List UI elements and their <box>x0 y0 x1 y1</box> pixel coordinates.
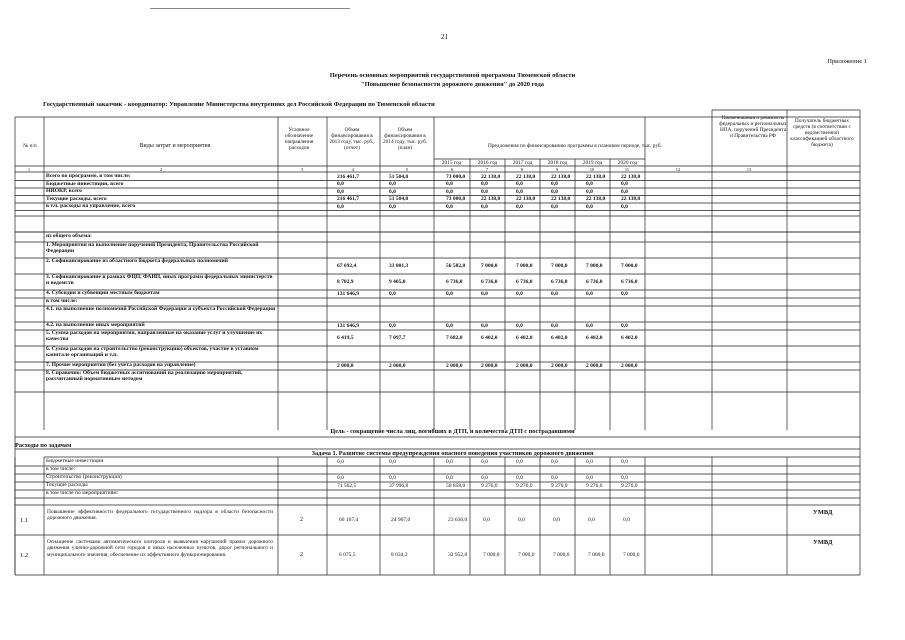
measure-number: 1.1 <box>20 517 29 524</box>
year-header: 2015 год <box>441 160 462 166</box>
measure-value: 7 000,0 <box>518 552 535 558</box>
row-value: 131 646,9 <box>337 290 359 297</box>
row-value: 9 276,0 <box>516 482 533 489</box>
row-value: 216 461,7 <box>337 173 359 180</box>
document-title-line1: Перечень основных мероприятий государственной программы Тюменской области <box>329 72 576 79</box>
measure-code: 2 <box>300 517 303 523</box>
year-header: 2018 год <box>547 160 568 166</box>
measure-text: Повышение эффективности федерального государственного надзора в области безопасности дорожного движения. <box>47 509 273 522</box>
goal-row: Цель - сокращение числа лиц, погибших в ДТП, и количества ДТП с пострадавшими <box>330 428 575 435</box>
row-value: 22 138,0 <box>621 196 641 202</box>
measure-value: 7 000,0 <box>623 552 640 558</box>
row-value: 71 562,5 <box>337 482 357 489</box>
row-value: 0,0 <box>481 203 488 210</box>
row-value: 2 000,0 <box>389 362 406 369</box>
row-value: 2 000,0 <box>586 362 603 369</box>
page-number: 21 <box>441 33 448 41</box>
row-value: 0,0 <box>516 290 523 297</box>
row-value: 22 138,0 <box>621 173 641 180</box>
row-value: 6 736,0 <box>621 279 638 285</box>
row-value: 7 000,0 <box>551 263 568 269</box>
row-value: 0,0 <box>481 188 488 195</box>
row-value: 0,0 <box>389 322 396 329</box>
row-value: 0,0 <box>516 322 523 329</box>
row-value: 6 402,0 <box>586 335 603 341</box>
row-value: 6 402,0 <box>621 335 638 341</box>
row-label: 2. Софинансирование из областного бюджета федеральных полномочий <box>46 258 228 264</box>
column-number: 4 <box>351 166 355 172</box>
row-value: 0,0 <box>551 188 558 195</box>
row-value: 0,0 <box>551 203 558 210</box>
row-value: 0,0 <box>446 181 453 187</box>
header-proposals: Предложения по финансированию программы в плановом периоде, тыс. руб. <box>488 143 662 149</box>
row-value: 22 138,0 <box>516 196 536 202</box>
measure-value: 0,0 <box>623 517 630 523</box>
row-label: Всего по программе, в том числе: <box>46 173 131 179</box>
row-value: 22 138,0 <box>516 173 536 180</box>
measure-value: 0,0 <box>588 517 595 523</box>
row-value: 56 582,0 <box>446 263 466 269</box>
row-value: 0,0 <box>446 188 453 195</box>
year-header: 2019 год <box>582 160 603 166</box>
measure-value: 32 952,0 <box>448 552 468 558</box>
row-value: 0,0 <box>586 474 593 481</box>
row-value: 0,0 <box>621 203 628 210</box>
row-value: 0,0 <box>621 188 628 195</box>
row-value: 67 692,4 <box>337 263 357 269</box>
row-label: в том числе: <box>46 298 78 304</box>
row-label: из общего объема: <box>46 233 92 239</box>
column-number: 11 <box>624 166 630 172</box>
column-number: 6 <box>450 166 454 172</box>
measure-value: 0,0 <box>553 517 560 523</box>
year-header: 2016 год <box>477 160 498 166</box>
row-value: 6 402,0 <box>551 335 568 341</box>
row-label: Бюджетные инвестиции <box>46 458 104 464</box>
row-label: в т.ч. расходы на управление, всего <box>46 203 136 209</box>
row-label: 4.1. на выполнение полномочий Российской Федерации и субъекта Российской Федерации <box>46 306 276 312</box>
row-value: 0,0 <box>551 290 558 297</box>
row-value: 73 000,0 <box>446 196 466 202</box>
row-value: 7 000,0 <box>516 263 533 269</box>
column-number: 2 <box>159 166 163 172</box>
measure-value: 6 075,5 <box>339 552 356 558</box>
row-value: 0,0 <box>337 458 344 465</box>
row-value: 0,0 <box>551 474 558 481</box>
row-value: 2 000,0 <box>516 362 533 369</box>
row-label: Текущие расходы <box>46 482 88 488</box>
row-value: 0,0 <box>621 290 628 297</box>
row-value: 6 736,0 <box>446 279 463 285</box>
measure-value: 7 000,0 <box>588 552 605 558</box>
row-value: 6 419,5 <box>337 335 354 341</box>
row-value: 73 000,0 <box>446 173 466 180</box>
row-value: 131 646,9 <box>337 322 359 329</box>
measure-value: 7 000,0 <box>483 552 500 558</box>
row-value: 0,0 <box>516 188 523 195</box>
measure-value: 7 000,0 <box>553 552 570 558</box>
row-value: 7 000,0 <box>586 263 603 269</box>
row-label: НИОКР, всего <box>46 188 82 194</box>
row-value: 22 138,0 <box>481 173 501 180</box>
row-value: 6 736,0 <box>586 279 603 285</box>
appendix-label: Приложение 1 <box>827 58 867 65</box>
row-value: 51 504,0 <box>389 196 409 202</box>
measure-text: Оснащение системами автоматического контроля и выявления нарушений правил дорожного движения улично-дорожной сети городов и иных населенных пунктов, дорог регионального и муниципального значения, обеспечение их эффективного функционирования. <box>47 539 273 558</box>
measure-value: 0,0 <box>518 517 525 523</box>
row-value: 0,0 <box>481 474 488 481</box>
row-value: 0,0 <box>481 322 488 329</box>
row-value: 6 402,0 <box>481 335 498 341</box>
column-number: 8 <box>520 166 524 172</box>
row-value: 0,0 <box>586 203 593 210</box>
column-number: 10 <box>589 166 595 172</box>
row-value: 0,0 <box>389 188 396 195</box>
row-value: 0,0 <box>389 290 396 297</box>
row-value: 0,0 <box>446 322 453 329</box>
row-label: Строительство (реконструкция) <box>46 474 122 480</box>
header-justification: Условное обозначение направления расходов <box>284 127 314 151</box>
row-value: 2 000,0 <box>446 362 463 369</box>
header-acts: Наименования и реквизиты федеральных и региональных НПА, поручений Президента и Правительства РФ <box>719 115 787 139</box>
row-value: 6 736,0 <box>516 279 533 285</box>
row-value: 0,0 <box>446 290 453 297</box>
row-value: 0,0 <box>586 322 593 329</box>
row-value: 2 000,0 <box>481 362 498 369</box>
row-value: 0,0 <box>621 322 628 329</box>
row-label: 4.2. на выполнение иных мероприятий <box>46 322 145 328</box>
row-value: 9 276,0 <box>621 482 638 489</box>
row-value: 0,0 <box>586 181 593 187</box>
row-value: 0,0 <box>481 458 488 465</box>
row-value: 6 402,0 <box>516 335 533 341</box>
row-value: 2 000,0 <box>337 362 354 369</box>
state-customer: Государственный заказчик - координатор: Управление Министерства внутренних дел Российской Федерации по Тюменской области <box>43 101 435 108</box>
row-value: 0,0 <box>481 181 488 187</box>
row-value: 0,0 <box>516 181 523 187</box>
row-value: 9 276,0 <box>551 482 568 489</box>
row-value: 0,0 <box>586 290 593 297</box>
row-value: 0,0 <box>389 458 396 465</box>
column-number: 9 <box>555 166 559 172</box>
row-value: 0,0 <box>551 181 558 187</box>
row-value: 7 000,0 <box>481 263 498 269</box>
row-value: 9 276,0 <box>481 482 498 489</box>
row-value: 0,0 <box>446 458 453 465</box>
row-label: 7. Прочие мероприятия (без учета расходов на управление) <box>46 362 196 368</box>
measure-value: 23 630,0 <box>448 517 468 523</box>
row-label: 4. Субсидии и субвенции местным бюджетам <box>46 290 160 296</box>
row-label: 3. Софинансирование в рамках ФЦП, ФАИП, иных программ федеральных министерств и ведомств <box>46 274 273 287</box>
measure-number: 1.2 <box>20 552 29 559</box>
year-header: 2017 год <box>512 160 533 166</box>
row-value: 0,0 <box>337 203 344 210</box>
row-value: 6 736,0 <box>481 279 498 285</box>
header-activities: Виды затрат и мероприятия <box>139 143 211 149</box>
row-value: 0,0 <box>621 181 628 187</box>
row-value: 0,0 <box>621 474 628 481</box>
column-number: 1 <box>27 166 31 172</box>
row-value: 7 097,7 <box>389 335 406 341</box>
row-value: 0,0 <box>586 188 593 195</box>
row-value: 0,0 <box>446 474 453 481</box>
row-value: 33 001,3 <box>389 263 409 269</box>
row-value: 22 138,0 <box>586 196 606 202</box>
row-value: 0,0 <box>516 458 523 465</box>
row-label: Текущие расходы, всего <box>46 195 107 202</box>
row-value: 0,0 <box>586 458 593 465</box>
header-recipient: Получатель бюджетных средств (в соответствии с ведомственной классификацией областного бюджета) <box>790 118 854 148</box>
column-number: 3 <box>300 166 304 172</box>
row-value: 8 702,9 <box>337 279 354 285</box>
row-value: 0,0 <box>337 474 344 481</box>
row-value: 0,0 <box>551 322 558 329</box>
column-number: 12 <box>675 166 681 172</box>
row-value: 22 138,0 <box>586 173 606 180</box>
row-value: 0,0 <box>551 458 558 465</box>
row-value: 2 000,0 <box>621 362 638 369</box>
row-value: 0,0 <box>389 181 396 187</box>
row-value: 22 138,0 <box>551 196 571 202</box>
row-value: 37 996,8 <box>389 482 409 489</box>
row-value: 0,0 <box>389 474 396 481</box>
measure-code: 2 <box>300 552 303 558</box>
row-value: 216 461,7 <box>337 196 359 202</box>
column-number: 5 <box>405 166 409 172</box>
row-value: 6 736,0 <box>551 279 568 285</box>
row-value: 9 276,0 <box>586 482 603 489</box>
task1-row: Задача 1. Развитие системы предупреждения опасного поведения участников дорожного движения <box>311 450 594 457</box>
row-value: 0,0 <box>337 181 344 187</box>
header-number: № п/п <box>23 143 37 149</box>
measure-value: 8 034,3 <box>391 552 408 558</box>
row-value: 7 000,0 <box>621 263 638 269</box>
row-value: 51 504,0 <box>389 173 409 180</box>
measure-value: 0,0 <box>483 517 490 523</box>
row-value: 0,0 <box>516 474 523 481</box>
row-value: 2 000,0 <box>551 362 568 369</box>
row-value: 0,0 <box>621 458 628 465</box>
row-label: в том числе: <box>46 466 76 472</box>
row-label: в том числе по мероприятиям: <box>46 490 119 496</box>
row-value: 22 138,0 <box>551 173 571 180</box>
column-number: 13 <box>746 166 752 172</box>
row-label: 8. Справочно: Объем бюджетных ассигнований на реализацию мероприятий, рассчитанный нормативным методом <box>46 370 243 383</box>
row-value: 0,0 <box>389 203 396 210</box>
measure-recipient: УМВД <box>813 539 833 546</box>
document-title-line2: "Повышение безопасности дорожного движения" до 2020 года <box>361 81 544 88</box>
row-label: 5. Сумма расходов на мероприятия, направленные на оказание услуг и улучшение их качества <box>46 330 263 343</box>
measure-value: 24 967,0 <box>391 517 411 523</box>
row-value: 0,0 <box>516 203 523 210</box>
header-2013: Объем финансирования в 2013 году, тыс. руб., (отчет) <box>329 127 375 151</box>
row-value: 0,0 <box>481 290 488 297</box>
row-value: 9 405,0 <box>389 279 406 285</box>
row-value: 58 858,0 <box>446 482 466 489</box>
column-number: 7 <box>485 166 489 172</box>
row-value: 0,0 <box>446 203 453 210</box>
header-2014: Объем финансирования в 2014 году, тыс. руб. (план) <box>383 127 427 151</box>
row-value: 22 138,0 <box>481 196 501 202</box>
year-header: 2020 год <box>617 160 638 166</box>
row-value: 0,0 <box>337 188 344 195</box>
row-label: 6. Сумма расходов на строительство (реконструкцию) объектов, участие в уставном капитале организаций и т.п. <box>46 346 259 359</box>
measure-value: 60 167,4 <box>339 517 359 523</box>
measure-recipient: УМВД <box>813 509 833 516</box>
row-value: 7 682,0 <box>446 335 463 341</box>
row-label: 1. Мероприятия на выполнение поручений Президента, Правительства Российской Федерации <box>46 242 259 255</box>
row-label: Бюджетные инвестиции, всего <box>46 180 124 187</box>
expenses-by-task-row: Расходы по задачам <box>15 442 72 449</box>
